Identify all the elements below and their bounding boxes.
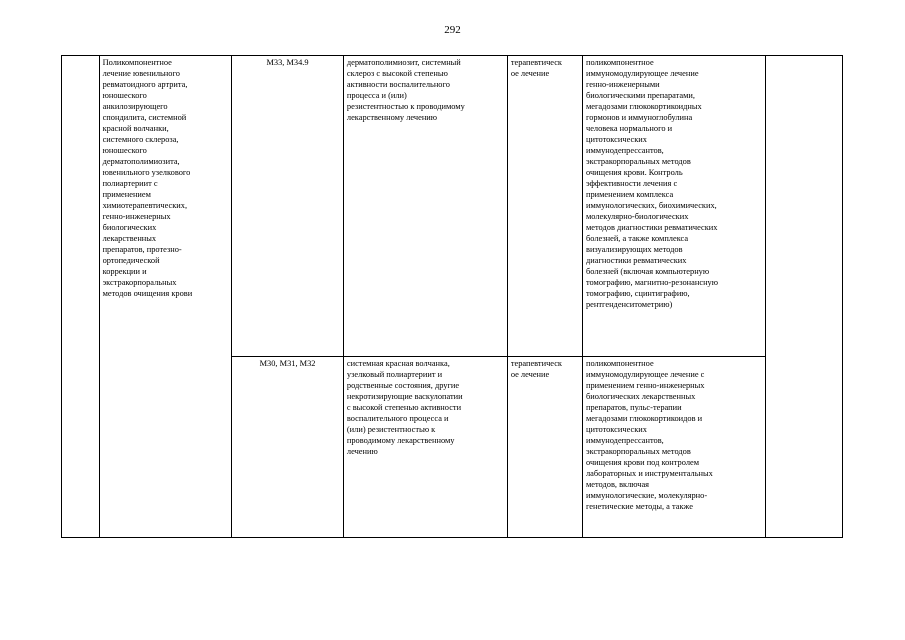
diagnosis-codes-cell: M30, M31, M32 xyxy=(232,357,344,538)
table-row xyxy=(62,56,843,357)
treatment-method-line: иммунодепрессантов, xyxy=(585,436,664,445)
treatment-method-line: эффективности лечения с xyxy=(585,179,678,188)
group-number-cell xyxy=(62,56,100,538)
group-name-line: ювенильного узелкового xyxy=(102,168,191,177)
group-name-line: юношеского xyxy=(102,146,147,155)
treatment-method-line: визуализирующих методов xyxy=(585,245,683,254)
patient-model-line: с высокой степенью активности xyxy=(346,403,462,412)
treatment-method-line: диагностики ревматических xyxy=(585,256,687,265)
patient-model-line: узелковый полиартериит и xyxy=(346,370,443,379)
patient-model-line: процесса и (или) xyxy=(346,91,407,100)
patient-model-line: резистентностью к проводимому xyxy=(346,102,465,111)
group-name-line: препаратов, протезно- xyxy=(102,245,182,254)
treatment-method-cell xyxy=(582,357,765,538)
treatment-method-line: цитотоксических xyxy=(585,135,647,144)
patient-model-line: некротизирующие васкулопатии xyxy=(346,392,463,401)
last-column-cell xyxy=(765,56,842,538)
treatment-type-line: терапевтическ xyxy=(510,58,562,67)
treatment-method-line: экстракорпоральных методов xyxy=(585,447,691,456)
treatment-method-line: рентгенденситометрию) xyxy=(585,300,673,309)
group-name-line: ортопедической xyxy=(102,256,160,265)
group-name-line: биологических xyxy=(102,223,157,232)
treatment-method-line: методов диагностики ревматических xyxy=(585,223,718,232)
treatment-method-line: человека нормального и xyxy=(585,124,673,133)
patient-model-cell xyxy=(343,56,507,357)
page-number: 292 xyxy=(444,24,461,36)
group-name-line: красной волчанки, xyxy=(102,124,169,133)
treatment-method-line: генно-инженерными xyxy=(585,80,660,89)
treatment-type-line: терапевтическ xyxy=(510,359,562,368)
treatment-method-line: применением комплекса xyxy=(585,190,674,199)
treatment-method-line: томографию, сцинтиграфию, xyxy=(585,289,690,298)
patient-model-cell xyxy=(343,357,507,538)
group-name-line: лечение ювенильного xyxy=(102,69,180,78)
treatment-type-cell xyxy=(507,56,582,357)
group-name-line: спондилита, системной xyxy=(102,113,187,122)
treatment-method-line: иммуномодулирующее лечение xyxy=(585,69,699,78)
treatment-method-line: поликомпонентное xyxy=(585,359,654,368)
treatment-method-line: цитотоксических xyxy=(585,425,647,434)
patient-model-line: (или) резистентностью к xyxy=(346,425,436,434)
treatment-method-line: иммунодепрессантов, xyxy=(585,146,664,155)
group-name-line: Поликомпонентное xyxy=(102,58,172,67)
treatment-method-line: лабораторных и инструментальных xyxy=(585,469,713,478)
treatment-method-line: болезней, а также комплекса xyxy=(585,234,689,243)
treatment-method-line: препаратов, пульс-терапии xyxy=(585,403,682,412)
treatment-method-line: генетические методы, а также xyxy=(585,502,693,511)
treatment-type-cell xyxy=(507,357,582,538)
patient-model-line: склероз с высокой степенью xyxy=(346,69,448,78)
treatment-method-line: иммунологических, биохимических, xyxy=(585,201,717,210)
treatment-method-line: очищения крови. Контроль xyxy=(585,168,683,177)
diagnosis-codes-cell: M33, M34.9 xyxy=(232,56,344,357)
treatment-method-line: гормонов и иммуноглобулина xyxy=(585,113,693,122)
treatment-method-line: молекулярно-биологических xyxy=(585,212,689,221)
treatment-method-line: иммунологические, молекулярно- xyxy=(585,491,708,500)
treatment-method-line: биологических лекарственных xyxy=(585,392,696,401)
patient-model-line: лечению xyxy=(346,447,378,456)
group-name-line: системного склероза, xyxy=(102,135,179,144)
group-name-line: коррекции и xyxy=(102,267,147,276)
treatment-method-line: очищения крови под контролем xyxy=(585,458,700,467)
treatment-method-line: иммуномодулирующее лечение с xyxy=(585,370,705,379)
group-name-line: дерматополимиозита, xyxy=(102,157,180,166)
patient-model-line: системная красная волчанка, xyxy=(346,359,450,368)
treatment-method-line: экстракорпоральных методов xyxy=(585,157,691,166)
patient-model-line: активности воспалительного xyxy=(346,80,450,89)
group-name-line: юношеского xyxy=(102,91,147,100)
group-name-line: генно-инженерных xyxy=(102,212,171,221)
treatment-method-line: поликомпонентное xyxy=(585,58,654,67)
group-name-line: ревматоидного артрита, xyxy=(102,80,188,89)
treatment-method-line: болезней (включая компьютерную xyxy=(585,267,710,276)
group-name-line: применением xyxy=(102,190,151,199)
group-name-line: методов очищения крови xyxy=(102,289,193,298)
patient-model-line: лекарственному лечению xyxy=(346,113,438,122)
treatment-method-line: томографию, магнитно-резонансную xyxy=(585,278,718,287)
treatment-type-line: ое лечение xyxy=(510,69,550,78)
patient-model-line: родственные состояния, другие xyxy=(346,381,460,390)
group-name-line: химиотерапевтических, xyxy=(102,201,188,210)
care-types-table xyxy=(61,55,843,538)
patient-model-line: проводимому лекарственному xyxy=(346,436,455,445)
treatment-method-line: биологическими препаратами, xyxy=(585,91,695,100)
treatment-type-line: ое лечение xyxy=(510,370,550,379)
group-name-cell xyxy=(99,56,232,538)
group-name-line: экстракорпоральных xyxy=(102,278,177,287)
treatment-method-line: мегадозами глюкокортикоидных xyxy=(585,102,702,111)
treatment-method-line: мегадозами глюкокортикоидов и xyxy=(585,414,703,423)
group-name-line: полиартериит с xyxy=(102,179,158,188)
treatment-method-line: применением генно-инженерных xyxy=(585,381,705,390)
group-name-line: лекарственных xyxy=(102,234,157,243)
treatment-method-line: методов, включая xyxy=(585,480,650,489)
group-name-line: анкилозирующего xyxy=(102,102,168,111)
patient-model-line: дерматополимиозит, системный xyxy=(346,58,461,67)
patient-model-line: воспалительного процесса и xyxy=(346,414,449,423)
treatment-method-cell xyxy=(582,56,765,357)
